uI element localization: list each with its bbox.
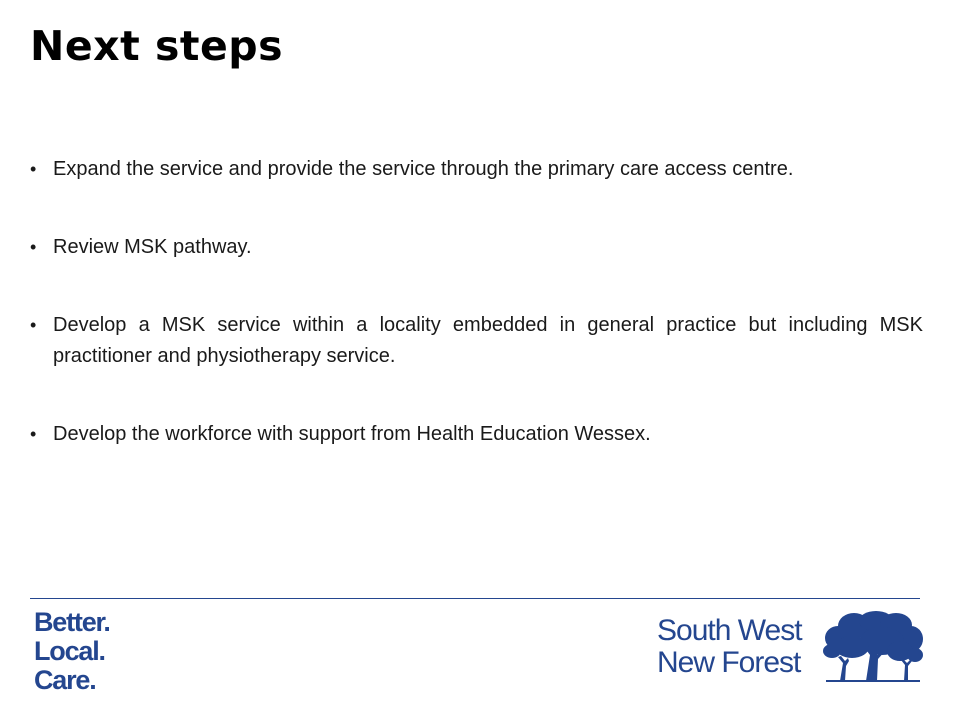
- tree-icon: [820, 611, 924, 683]
- org-line: New Forest: [657, 646, 801, 679]
- brand-line: Better.: [34, 607, 110, 637]
- bullet-text: Review MSK pathway.: [53, 236, 252, 258]
- footer-divider: [30, 598, 920, 599]
- bullet-dot: •: [30, 159, 37, 179]
- bullet-text: Expand the service and provide the service through the primary care access centre.: [53, 158, 794, 180]
- brand-line: Local.: [34, 636, 105, 666]
- bullet-dot: •: [30, 237, 37, 257]
- slide-title: Next steps: [30, 22, 284, 70]
- better-local-care-logo: [34, 608, 110, 695]
- bullet-item: [30, 419, 923, 450]
- bullet-item: [30, 310, 923, 372]
- bullet-item: [30, 232, 923, 263]
- south-west-new-forest-logo-text: [657, 615, 802, 679]
- bullet-dot: •: [30, 424, 37, 444]
- bullet-text: Develop the workforce with support from Health Education Wessex.: [53, 423, 651, 445]
- bullet-text: Develop a MSK service within a locality embedded in general practice but including MSK practitioner and physiotherapy service.: [53, 314, 923, 367]
- bullet-dot: •: [30, 315, 37, 335]
- brand-line: Care.: [34, 665, 96, 695]
- bullet-item: [30, 154, 923, 185]
- bullet-list: [30, 154, 923, 450]
- org-line: South West: [657, 614, 802, 647]
